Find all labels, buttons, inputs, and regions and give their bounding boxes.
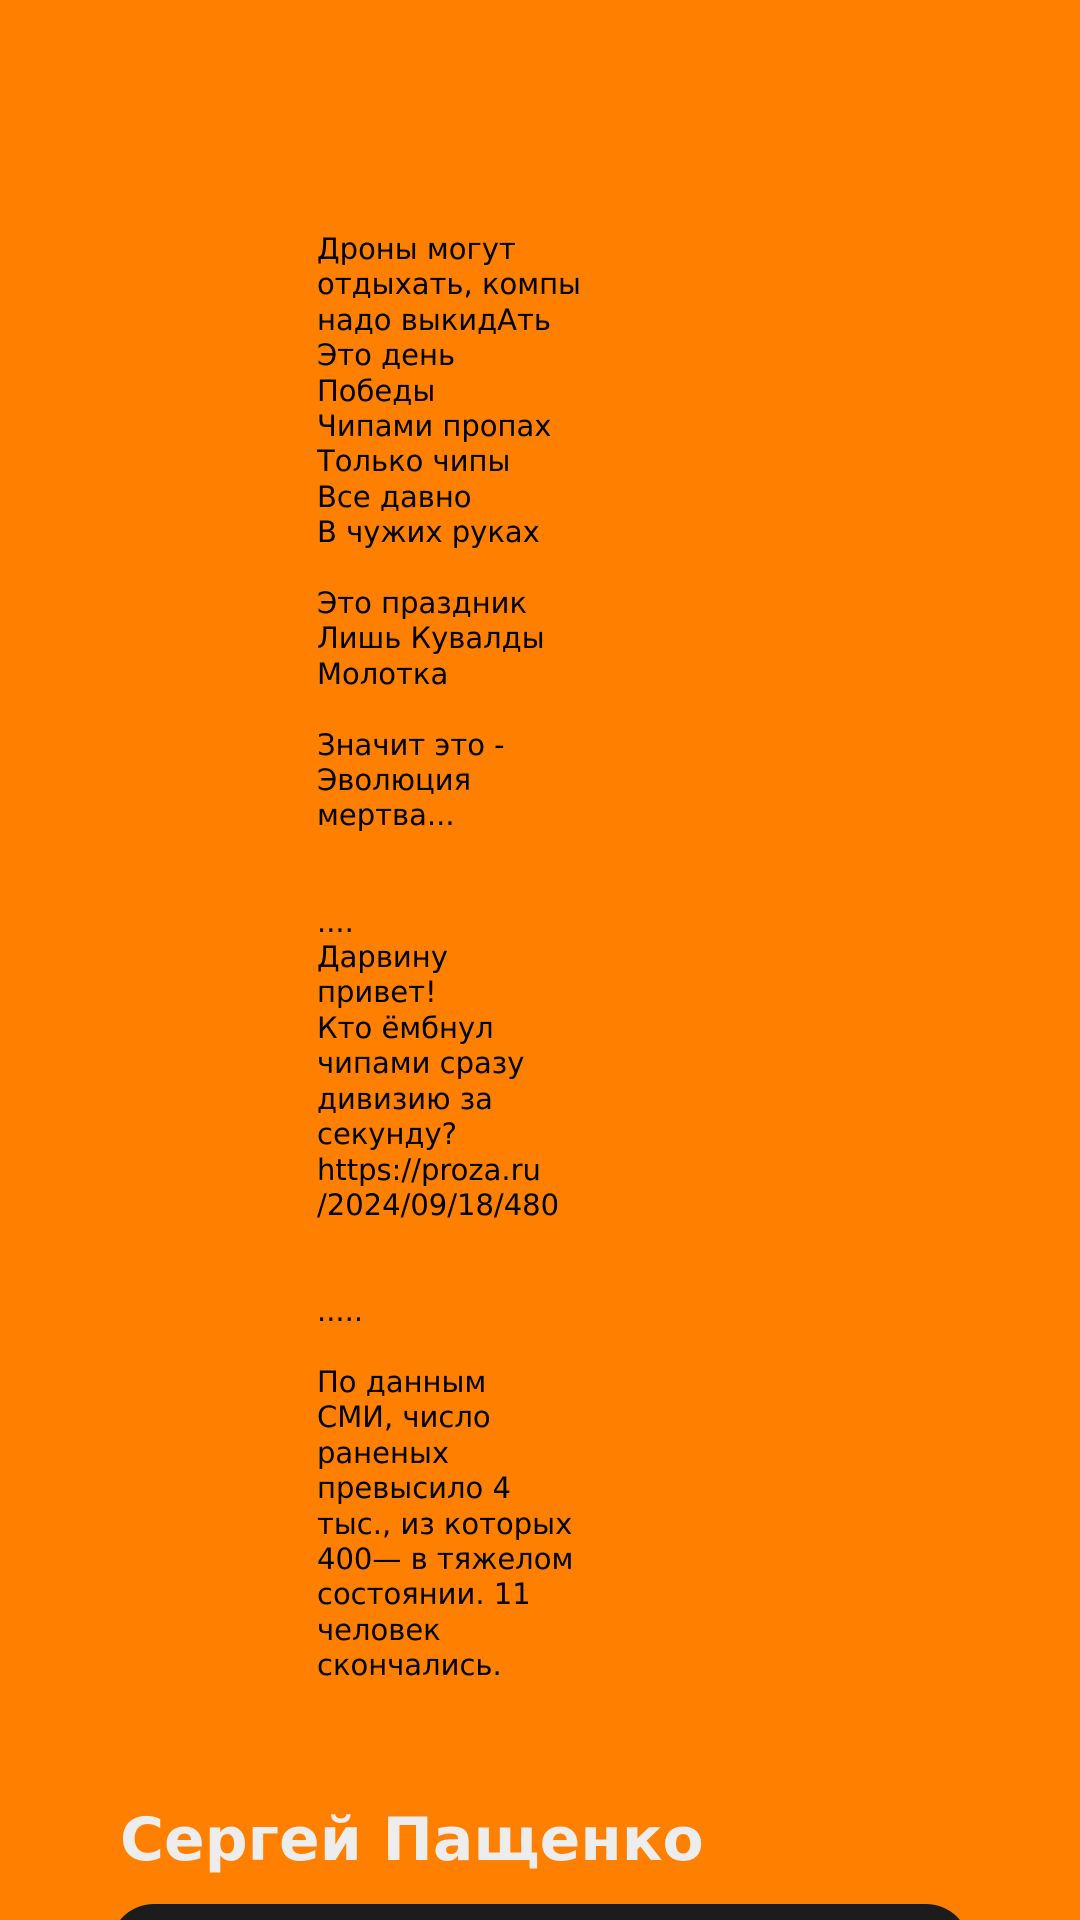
poem-line: превысило 4 (317, 1471, 511, 1506)
poem-line: В чужих руках (317, 515, 540, 550)
poem-line: привет! (317, 975, 437, 1010)
poem-line: дивизию за (317, 1081, 493, 1116)
poem-line: человек (317, 1612, 441, 1647)
poem-line: Дроны могут (317, 232, 516, 266)
poem-line: раненых (317, 1435, 450, 1470)
poem-line: Это праздник (317, 586, 528, 621)
poem-line: 400— в тяжелом (317, 1541, 574, 1576)
poem-line: ..... (317, 1294, 364, 1329)
poem-line: Молотка (317, 656, 449, 691)
poem-line: Это день (317, 338, 456, 373)
poem-line: По данным (317, 1364, 487, 1399)
poem-blank-line (317, 834, 637, 869)
bottom-panel (110, 1904, 970, 1920)
poem-line: чипами сразу (317, 1046, 525, 1081)
poem-line: Кто ёмбнул (317, 1010, 494, 1045)
poem-line: отдыхать, компы (317, 267, 581, 302)
poem-line: Все давно (317, 479, 472, 514)
poem-blank-line (317, 1330, 637, 1365)
poem-line: тыс., из которых (317, 1506, 573, 1541)
poem-link-line: /2024/09/18/480 (317, 1187, 560, 1222)
poem-line: СМИ, число (317, 1400, 491, 1435)
author-name: Сергей Пащенко (120, 1805, 704, 1875)
poem-text (317, 232, 637, 1684)
poem-blank-line (317, 692, 637, 727)
poem-line: Лишь Кувалды (317, 621, 545, 656)
poem-blank-line (317, 1223, 637, 1258)
poem-line: скончались. (317, 1648, 502, 1683)
poem-line: Победы (317, 373, 436, 408)
poem-line: состоянии. 11 (317, 1577, 531, 1612)
poem-line: мертва... (317, 798, 455, 833)
poem-blank-line (317, 869, 637, 904)
poem-blank-line (317, 1259, 637, 1294)
poem-line: надо выкидАть (317, 302, 551, 337)
poem-line: Значит это - (317, 727, 505, 762)
poem-line: Эволюция (317, 763, 472, 798)
poem-line: Дарвину (317, 940, 448, 975)
poem-line: секунду? (317, 1117, 458, 1152)
poem-blank-line (317, 551, 637, 586)
poem-line: Чипами пропах (317, 409, 552, 444)
poem-line: Только чипы (317, 444, 511, 479)
poem-line: .... (317, 904, 354, 939)
poem-link-line: https://proza.ru (317, 1152, 541, 1187)
